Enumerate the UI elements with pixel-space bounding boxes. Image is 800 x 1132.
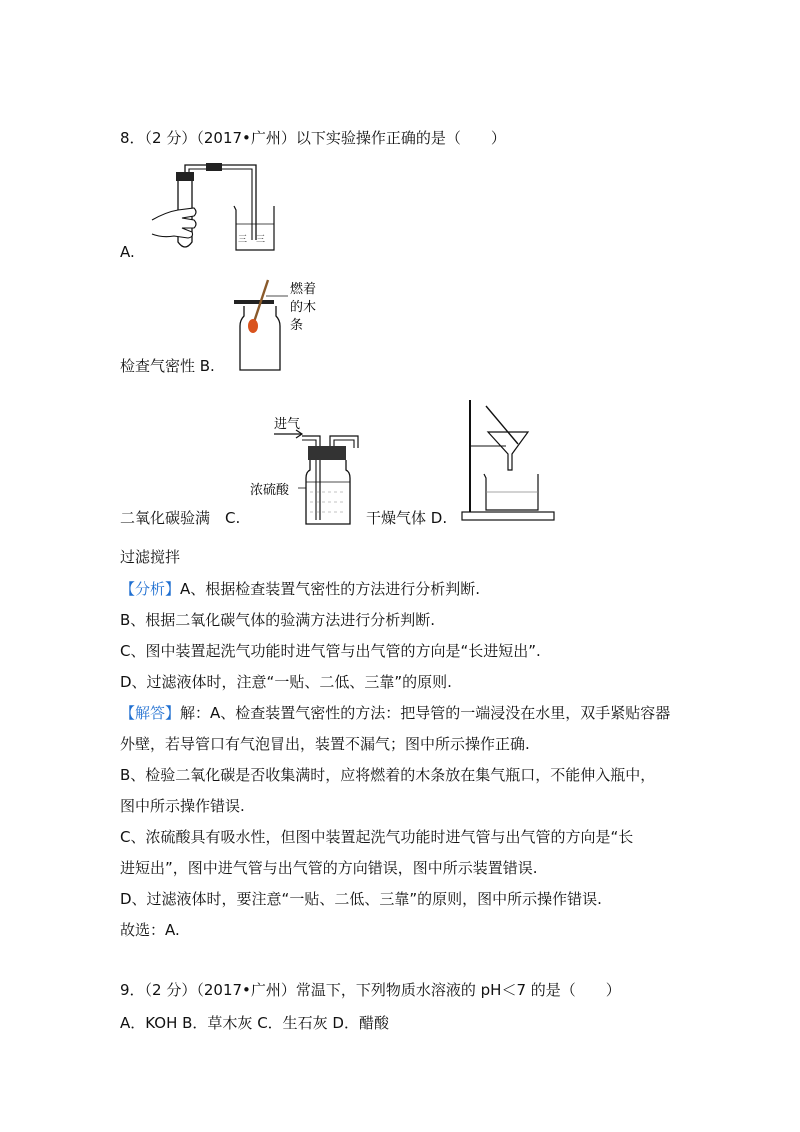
answer-c-1: C、浓硫酸具有吸水性，但图中装置起洗气功能时进气管与出气管的方向是“长 [120, 828, 634, 846]
analysis-c: C、图中装置起洗气功能时进气管与出气管的方向是“长进短出”. [120, 642, 541, 660]
final-choice: 故选：A. [120, 921, 180, 939]
analysis-a: A、根据检查装置气密性的方法进行分析判断. [180, 580, 481, 598]
q9-header: 9．（2 分）（2017•广州）常温下，下列物质水溶液的 pH＜7 的是（ ） [120, 981, 621, 999]
answer-c-2: 进短出”，图中进气管与出气管的方向错误，图中所示装置错误. [120, 859, 538, 877]
caption-a: 检查气密性 B. [120, 357, 215, 375]
svg-text:浓硫酸: 浓硫酸 [250, 483, 290, 498]
caption-b-c: 二氧化碳验满 C. [120, 509, 241, 527]
fig-c-arrow-text: 进气 [274, 417, 301, 432]
answer-tag: 【解答】 [120, 704, 181, 722]
svg-text:的木: 的木 [290, 300, 317, 315]
answer-b-1: B、检验二氧化碳是否收集满时，应将燃着的木条放在集气瓶口，不能伸入瓶中， [120, 766, 656, 784]
answer-line-a1 [120, 703, 670, 723]
analysis-b: B、根据二氧化碳气体的验满方法进行分析判断. [120, 611, 436, 629]
option-a-label: A. [120, 243, 135, 261]
answer-a-1: 解：A、检查装置气密性的方法：把导管的一端浸没在水里，双手紧贴容器 [180, 704, 671, 722]
answer-b-2: 图中所示操作错误. [120, 797, 245, 815]
q8-header: 8．（2 分）（2017•广州）以下实验操作正确的是（ ） [120, 129, 506, 147]
figure-b-co2-test [228, 278, 338, 374]
caption-d: 过滤搅拌 [120, 548, 181, 566]
analysis-tag: 【分析】 [120, 580, 181, 598]
analysis-line-a [120, 579, 480, 599]
q9-options: A．KOH B．草木灰 C．生石灰 D．醋酸 [120, 1014, 389, 1032]
svg-text:燃着: 燃着 [290, 282, 317, 297]
figure-d-filtration [458, 398, 558, 524]
answer-d: D、过滤液体时，要注意“一贴、二低、三靠”的原则，图中所示操作错误. [120, 890, 602, 908]
figure-a-airtightness [148, 162, 278, 254]
figure-c-gas-drying [250, 408, 362, 526]
svg-text:三 三: 三 三 [238, 235, 266, 245]
analysis-d: D、过滤液体时，注意“一贴、二低、三靠”的原则. [120, 673, 452, 691]
answer-a-2: 外壁，若导管口有气泡冒出，装置不漏气；图中所示操作正确. [120, 735, 530, 753]
caption-c-d: 干燥气体 D. [366, 509, 448, 527]
svg-text:条: 条 [290, 318, 304, 333]
